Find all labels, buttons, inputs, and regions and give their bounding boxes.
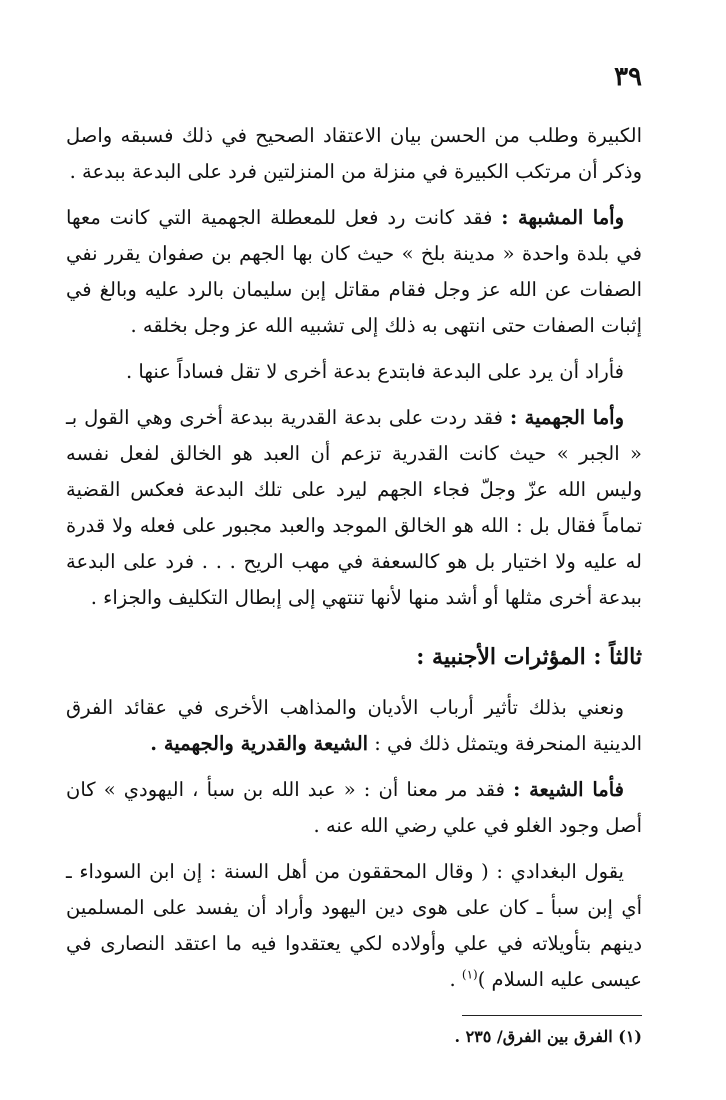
paragraph-text: فقد كانت رد فعل للمعطلة الجهمية التي كانت معها في بلدة واحدة « مدينة بلخ » حيث كان بها الجهم بن صفوان يقرر نفي الصفات عن الله عز وجل فقام مقاتل إبن سليمان بالرد عليه وبالغ في إثبات الصفات حتى انتهى به ذلك إلى تشبيه الله عز وجل بخلقه . [66,206,642,337]
main-text [66,118,642,1008]
footnote-divider [462,1015,642,1016]
footnote-reference[interactable]: (١) [461,967,478,982]
paragraph-text: فقد مر معنا أن : « عبد الله بن سبأ ، اليهودي » كان أصل وجود الغلو في علي رضي الله عنه . [66,778,642,837]
term-sects: الشيعة والقدرية والجهمية . [150,732,369,755]
page-number: ٣٩ [614,62,642,92]
paragraph-end: . [449,968,462,991]
term-shia: فأما الشيعة : [513,778,624,801]
paragraph-shia [66,772,642,844]
paragraph-text: ونعني بذلك تأثير أرباب الأديان والمذاهب الأخرى في عقائد الفرق الدينية المنحرفة ويتمثل ذلك في : [66,696,642,755]
paragraph-jahmiyya [66,400,642,616]
term-jahmiyya: وأما الجهمية : [509,406,624,429]
paragraph-text: فأراد أن يرد على البدعة فابتدع بدعة أخرى لا تقل فساداً عنها . [126,360,624,383]
paragraph-conclusion [66,354,642,390]
section-heading: ثالثاً : المؤثرات الأجنبية : [416,644,642,670]
paragraph-intro [66,118,642,190]
term-mushabbiha: وأما المشبهة : [501,206,624,229]
paragraph-baghdadi-quote [66,854,642,998]
paragraph-text: يقول البغدادي : ( وقال المحققون من أهل السنة : إن ابن السوداء ـ أي إبن سبأ ـ كان على هوى دين اليهود وأراد أن يفسد على المسلمين دينهم بتأويلاته في علي وأولاده لكي يعتقدوا فيه ما اعتقد النصارى في عيسى عليه السلام ) [66,860,642,991]
paragraph-foreign-influences [66,690,642,762]
paragraph-mushabbiha [66,200,642,344]
paragraph-text: فقد ردت على بدعة القدرية ببدعة أخرى وهي القول بـ « الجبر » حيث كانت القدرية تزعم أن العبد هو الخالق لفعل نفسه وليس الله عزّ وجلّ فجاء الجهم ليرد على تلك البدعة فعكس القضية تماماً فقال بل : الله هو الخالق الموجد والعبد مجبور على فعله ولا قدرة له عليه ولا اختيار بل هو كالسعفة في مهب الريح . . . فرد على البدعة ببدعة أخرى مثلها أو أشد منها لأنها تنتهي إلى إبطال التكليف والجزاء . [66,406,642,609]
paragraph-text: الكبيرة وطلب من الحسن بيان الاعتقاد الصحيح في ذلك فسبقه واصل وذكر أن مرتكب الكبيرة في منزلة من المنزلتين فرد على البدعة ببدعة . [66,124,642,183]
footnote: (١) الفرق بين الفرق/ ٢٣٥ . [454,1027,642,1046]
